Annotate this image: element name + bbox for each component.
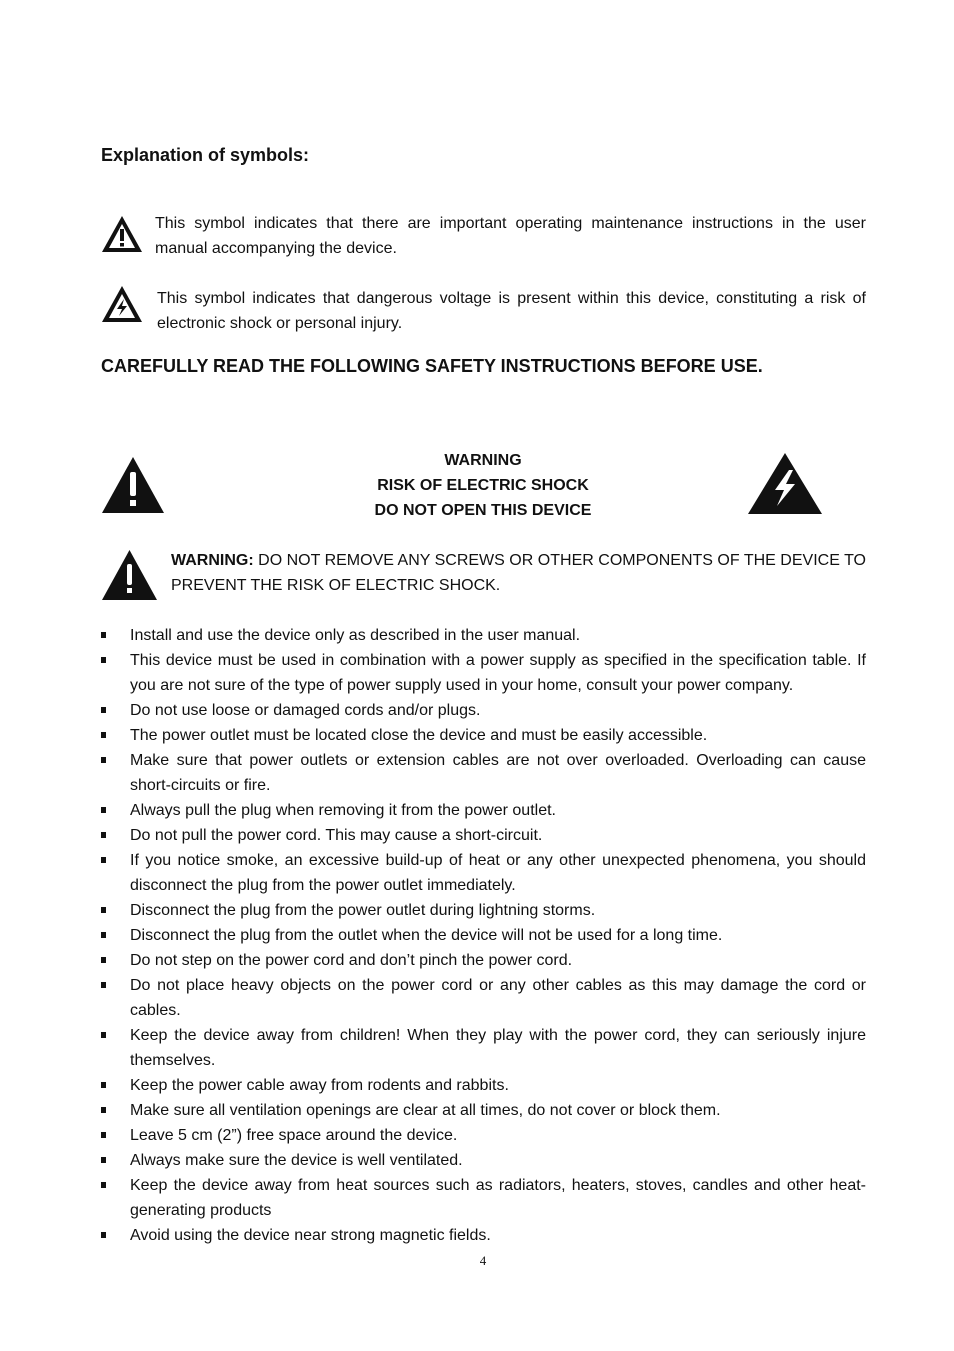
bullet-icon <box>101 757 106 763</box>
list-item: Do not place heavy objects on the power cord or any other cables as this may damage the cord or cables. <box>101 973 866 1023</box>
warning-subtitle: DO NOT OPEN THIS DEVICE <box>374 502 592 519</box>
safety-instructions-list <box>101 623 866 1248</box>
safety-heading: CAREFULLY READ THE FOLLOWING SAFETY INSTRUCTIONS BEFORE USE. <box>101 356 763 376</box>
bullet-icon <box>101 707 106 713</box>
list-item: The power outlet must be located close the device and must be easily accessible. <box>101 723 866 748</box>
list-item: Install and use the device only as described in the user manual. <box>101 623 866 648</box>
warning-subtitle: RISK OF ELECTRIC SHOCK <box>377 477 589 494</box>
bullet-icon <box>101 1032 106 1038</box>
list-item: Do not pull the power cord. This may cause a short-circuit. <box>101 823 866 848</box>
warning-text: DO NOT REMOVE ANY SCREWS OR OTHER COMPONENTS OF THE DEVICE TO PREVENT THE RISK OF ELECTRIC SHOCK. <box>171 552 866 594</box>
lightning-triangle-icon <box>747 452 823 515</box>
warning-note <box>171 548 866 598</box>
bullet-icon <box>101 657 106 663</box>
list-item: This device must be used in combination with a power supply as specified in the specification table. If you are not sure of the type of power supply used in your home, consult your power company. <box>101 648 866 698</box>
bullet-icon <box>101 632 106 638</box>
list-item: Always make sure the device is well ventilated. <box>101 1148 866 1173</box>
list-item: Make sure that power outlets or extension cables are not over overloaded. Overloading can cause short-circuits or fire. <box>101 748 866 798</box>
bullet-icon <box>101 1182 106 1188</box>
exclamation-triangle-icon <box>101 456 165 514</box>
list-item: Keep the power cable away from rodents and rabbits. <box>101 1073 866 1098</box>
lightning-triangle-icon <box>101 285 143 323</box>
bullet-icon <box>101 932 106 938</box>
bullet-icon <box>101 832 106 838</box>
list-item: Keep the device away from children! When they play with the power cord, they can seriously injure themselves. <box>101 1023 866 1073</box>
bullet-icon <box>101 857 106 863</box>
bullet-icon <box>101 1082 106 1088</box>
bullet-icon <box>101 1107 106 1113</box>
list-item: Make sure all ventilation openings are clear at all times, do not cover or block them. <box>101 1098 866 1123</box>
warning-label: WARNING: <box>171 552 254 569</box>
symbols-heading: Explanation of symbols: <box>101 145 310 165</box>
bullet-icon <box>101 907 106 913</box>
bullet-icon <box>101 1132 106 1138</box>
list-item: Avoid using the device near strong magnetic fields. <box>101 1223 866 1248</box>
bullet-icon <box>101 957 106 963</box>
list-item: Always pull the plug when removing it from the power outlet. <box>101 798 866 823</box>
list-item: Keep the device away from heat sources such as radiators, heaters, stoves, candles and other heat-generating products <box>101 1173 866 1223</box>
list-item: Leave 5 cm (2”) free space around the device. <box>101 1123 866 1148</box>
list-item: Disconnect the plug from the outlet when the device will not be used for a long time. <box>101 923 866 948</box>
page-number: 4 <box>479 1253 487 1268</box>
bullet-icon <box>101 807 106 813</box>
bullet-icon <box>101 1232 106 1238</box>
symbol-description: This symbol indicates that dangerous voltage is present within this device, constituting a risk of electronic shock or personal injury. <box>157 290 866 332</box>
exclamation-triangle-icon <box>101 549 158 601</box>
bullet-icon <box>101 982 106 988</box>
bullet-icon <box>101 1157 106 1163</box>
list-item: If you notice smoke, an excessive build-up of heat or any other unexpected phenomena, you should disconnect the plug from the power outlet immediately. <box>101 848 866 898</box>
list-item: Disconnect the plug from the power outlet during lightning storms. <box>101 898 866 923</box>
symbol-description: This symbol indicates that there are important operating maintenance instructions in the user manual accompanying the device. <box>155 215 866 257</box>
warning-title: WARNING <box>444 452 522 469</box>
exclamation-triangle-icon <box>101 215 143 253</box>
warning-block <box>333 448 633 523</box>
list-item: Do not use loose or damaged cords and/or plugs. <box>101 698 866 723</box>
bullet-icon <box>101 732 106 738</box>
list-item: Do not step on the power cord and don’t pinch the power cord. <box>101 948 866 973</box>
